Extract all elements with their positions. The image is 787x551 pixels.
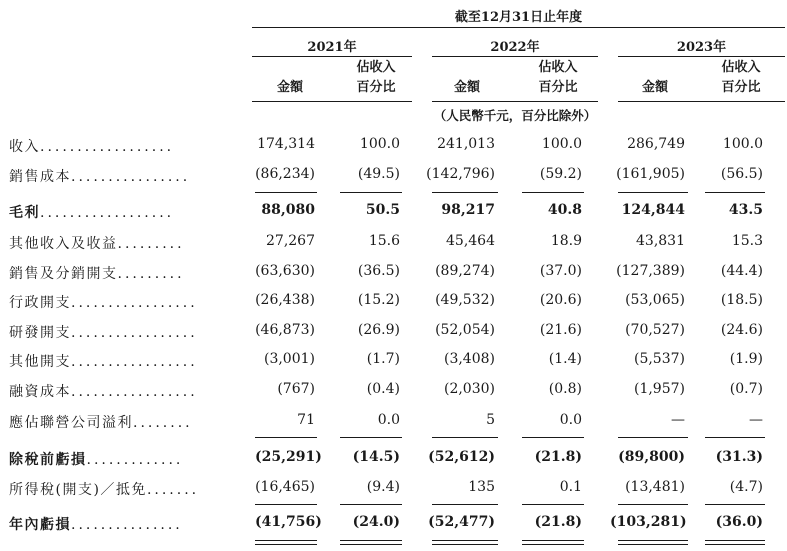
leader-dots: ............... [71, 517, 183, 533]
cell-2022-pct: (21.8) [534, 514, 582, 530]
total-double-rule-2021-amt [255, 540, 317, 545]
pct-header-2021-line2: 百分比 [356, 80, 396, 95]
subtotal-rule-2021-pct [340, 504, 402, 505]
cell-2022-pct: (0.8) [548, 381, 582, 397]
leader-dots: ................. [71, 384, 198, 400]
header-bottom-rule-2022 [432, 101, 598, 102]
cell-2023-pct: (44.4) [720, 263, 763, 279]
cell-2023-pct: (31.3) [715, 449, 763, 465]
cell-2022-amount: (52,477) [428, 514, 495, 530]
row-label: 融資成本 [9, 384, 71, 400]
cell-2022-amount: (142,796) [426, 166, 495, 182]
leader-dots: ............. [86, 452, 184, 468]
cell-2022-amount: (3,408) [443, 351, 495, 367]
total-double-rule-2022-amt [432, 540, 498, 545]
total-double-rule-2023-amt [618, 540, 688, 545]
cell-2021-amount: 71 [297, 412, 315, 428]
cell-2023-amount: 286,749 [627, 136, 685, 152]
cell-2021-pct: 100.0 [359, 136, 400, 152]
cell-2022-amount: (49,532) [435, 292, 495, 308]
year-2022-heading: 2022年 [490, 40, 540, 55]
unit-note: （人民幣千元，百分比除外） [433, 108, 597, 123]
header-bottom-rule-2021 [252, 101, 412, 102]
amount-header-2021: 金額 [276, 80, 303, 95]
cell-2022-pct: 0.0 [559, 412, 582, 428]
subtotal-rule-2022-amt [432, 192, 498, 193]
cell-2023-pct: (0.7) [729, 381, 763, 397]
table-period-title: 截至12月31日止年度 [454, 10, 583, 25]
cell-2023-amount: (70,527) [625, 322, 685, 338]
leader-dots: ................. [71, 295, 198, 311]
cell-2021-pct: (14.5) [352, 449, 400, 465]
subtotal-rule-2021-amt [255, 504, 317, 505]
cell-2023-amount: (161,905) [616, 166, 685, 182]
cell-2023-pct: 100.0 [722, 136, 763, 152]
row-label: 銷售成本 [9, 169, 71, 185]
cell-2023-amount: (13,481) [625, 479, 685, 495]
cell-2022-amount: (2,030) [443, 381, 495, 397]
pct-header-2022-line2: 百分比 [538, 80, 578, 95]
cell-2021-amount: (46,873) [255, 322, 315, 338]
row-label: 所得稅(開支)／抵免 [9, 482, 147, 498]
cell-2021-pct: (36.5) [357, 263, 400, 279]
table-row-finance-costs [0, 381, 787, 405]
cell-2023-amount: (53,065) [625, 292, 685, 308]
cell-2022-pct: (59.2) [539, 166, 582, 182]
cell-2023-amount: (103,281) [610, 514, 687, 530]
subtotal-rule-2023-amt [618, 437, 688, 438]
cell-2022-pct: (21.8) [534, 449, 582, 465]
row-label: 其他收入及收益 [9, 236, 118, 252]
leader-dots: ................ [71, 169, 191, 185]
row-label: 研發開支 [9, 325, 71, 341]
row-label: 毛利 [9, 205, 40, 221]
cell-2021-amount: (3,001) [263, 351, 315, 367]
leader-dots: ......... [117, 266, 185, 282]
row-label: 收入 [9, 139, 40, 155]
total-double-rule-2021-pct [340, 540, 402, 545]
row-label: 其他開支 [9, 354, 71, 370]
year-2021-rule [252, 56, 412, 57]
subtotal-rule-2022-pct [522, 504, 584, 505]
amount-header-2022: 金額 [453, 80, 480, 95]
cell-2022-amount: 98,217 [441, 202, 495, 218]
table-row-income-tax [0, 479, 787, 503]
year-2023-heading: 2023年 [676, 40, 727, 55]
subtotal-rule-2023-amt [618, 192, 688, 193]
total-double-rule-2022-pct [522, 540, 584, 545]
cell-2021-amount: (16,465) [255, 479, 315, 495]
pct-header-2023-line1: 佔收入 [721, 60, 761, 75]
table-row-other-expenses [0, 351, 787, 375]
row-label: 行政開支 [9, 295, 71, 311]
pct-header-2021-line1: 佔收入 [356, 60, 396, 75]
subtotal-rule-2021-pct [340, 192, 402, 193]
cell-2021-amount: 27,267 [266, 233, 315, 249]
cell-2021-pct: 0.0 [377, 412, 400, 428]
subtotal-rule-2022-amt [432, 437, 498, 438]
cell-2021-amount: (25,291) [255, 449, 322, 465]
cell-2023-amount: (89,800) [618, 449, 685, 465]
total-double-rule-2023-pct [705, 540, 765, 545]
cell-2021-pct: 50.5 [365, 202, 400, 218]
subtotal-rule-2023-amt [618, 504, 688, 505]
cell-2022-amount: 45,464 [446, 233, 495, 249]
cell-2021-amount: (767) [277, 381, 315, 397]
cell-2023-amount: (5,537) [633, 351, 685, 367]
subtotal-rule-2022-amt [432, 504, 498, 505]
table-row-share-of-associate [0, 412, 787, 436]
header-rule [252, 27, 785, 28]
cell-2022-pct: 0.1 [559, 479, 582, 495]
cell-2023-pct: (56.5) [720, 166, 763, 182]
table-row-admin-expenses [0, 292, 787, 316]
cell-2023-pct: (24.6) [720, 322, 763, 338]
table-row-gross-profit [0, 202, 787, 226]
cell-2023-pct: 43.5 [728, 202, 763, 218]
subtotal-rule-2022-pct [522, 192, 584, 193]
subtotal-rule-2021-pct [340, 437, 402, 438]
table-row-rd-expenses [0, 322, 787, 346]
cell-2023-amount: — [671, 412, 685, 428]
leader-dots: ........ [133, 415, 193, 431]
cell-2023-pct: (18.5) [720, 292, 763, 308]
subtotal-rule-2022-pct [522, 437, 584, 438]
cell-2021-amount: 174,314 [257, 136, 315, 152]
pct-header-2023-line2: 百分比 [721, 80, 761, 95]
cell-2023-amount: 43,831 [636, 233, 685, 249]
leader-dots: ................. [71, 325, 198, 341]
cell-2021-amount: (86,234) [255, 166, 315, 182]
cell-2022-pct: 100.0 [541, 136, 582, 152]
cell-2021-amount: (26,438) [255, 292, 315, 308]
cell-2022-pct: (20.6) [539, 292, 582, 308]
cell-2021-amount: (41,756) [255, 514, 322, 530]
subtotal-rule-2023-pct [705, 504, 765, 505]
leader-dots: ................. [71, 354, 198, 370]
row-label: 除稅前虧損 [9, 452, 87, 468]
subtotal-rule-2021-amt [255, 192, 317, 193]
cell-2022-amount: 241,013 [437, 136, 495, 152]
cell-2021-amount: (63,630) [255, 263, 315, 279]
cell-2022-pct: (1.4) [548, 351, 582, 367]
year-2021-heading: 2021年 [307, 40, 357, 55]
cell-2021-amount: 88,080 [261, 202, 315, 218]
cell-2022-amount: 135 [468, 479, 495, 495]
cell-2021-pct: 15.6 [368, 233, 400, 249]
pct-header-2022-line1: 佔收入 [538, 60, 578, 75]
cell-2022-amount: (52,612) [428, 449, 495, 465]
cell-2021-pct: (26.9) [357, 322, 400, 338]
leader-dots: ....... [146, 482, 200, 498]
row-label: 應佔聯營公司溢利 [9, 415, 133, 431]
row-label: 年內虧損 [9, 517, 71, 533]
cell-2023-pct: (1.9) [729, 351, 763, 367]
table-row-loss-for-year [0, 514, 787, 538]
cell-2023-pct: — [749, 412, 763, 428]
leader-dots: .................. [40, 205, 175, 221]
cell-2022-pct: 40.8 [547, 202, 582, 218]
cell-2023-amount: (127,389) [616, 263, 685, 279]
cell-2023-amount: (1,957) [633, 381, 685, 397]
cell-2021-pct: (1.7) [366, 351, 400, 367]
year-2023-rule [618, 56, 785, 57]
cell-2021-pct: (0.4) [366, 381, 400, 397]
cell-2023-amount: 124,844 [621, 202, 685, 218]
header-bottom-rule-2023 [618, 101, 785, 102]
amount-header-2023: 金額 [641, 80, 668, 95]
cell-2022-pct: (21.6) [539, 322, 582, 338]
cell-2021-pct: (9.4) [366, 479, 400, 495]
subtotal-rule-2023-pct [705, 437, 765, 438]
cell-2022-pct: (37.0) [539, 263, 582, 279]
cell-2022-amount: (89,274) [435, 263, 495, 279]
table-row-selling-expenses [0, 263, 787, 287]
leader-dots: .................. [40, 139, 175, 155]
cell-2022-pct: 18.9 [550, 233, 582, 249]
cell-2022-amount: 5 [486, 412, 495, 428]
cell-2021-pct: (49.5) [357, 166, 400, 182]
table-row-other-income [0, 233, 787, 257]
table-row-loss-before-tax [0, 449, 787, 473]
cell-2023-pct: (4.7) [729, 479, 763, 495]
table-row-cost-of-sales [0, 166, 787, 190]
cell-2023-pct: (36.0) [715, 514, 763, 530]
table-row-revenue [0, 136, 787, 160]
leader-dots: ......... [117, 236, 185, 252]
year-2022-rule [432, 56, 598, 57]
cell-2023-pct: 15.3 [731, 233, 763, 249]
cell-2021-pct: (24.0) [352, 514, 400, 530]
cell-2022-amount: (52,054) [435, 322, 495, 338]
row-label: 銷售及分銷開支 [9, 266, 118, 282]
cell-2021-pct: (15.2) [357, 292, 400, 308]
subtotal-rule-2021-amt [255, 437, 317, 438]
subtotal-rule-2023-pct [705, 192, 765, 193]
